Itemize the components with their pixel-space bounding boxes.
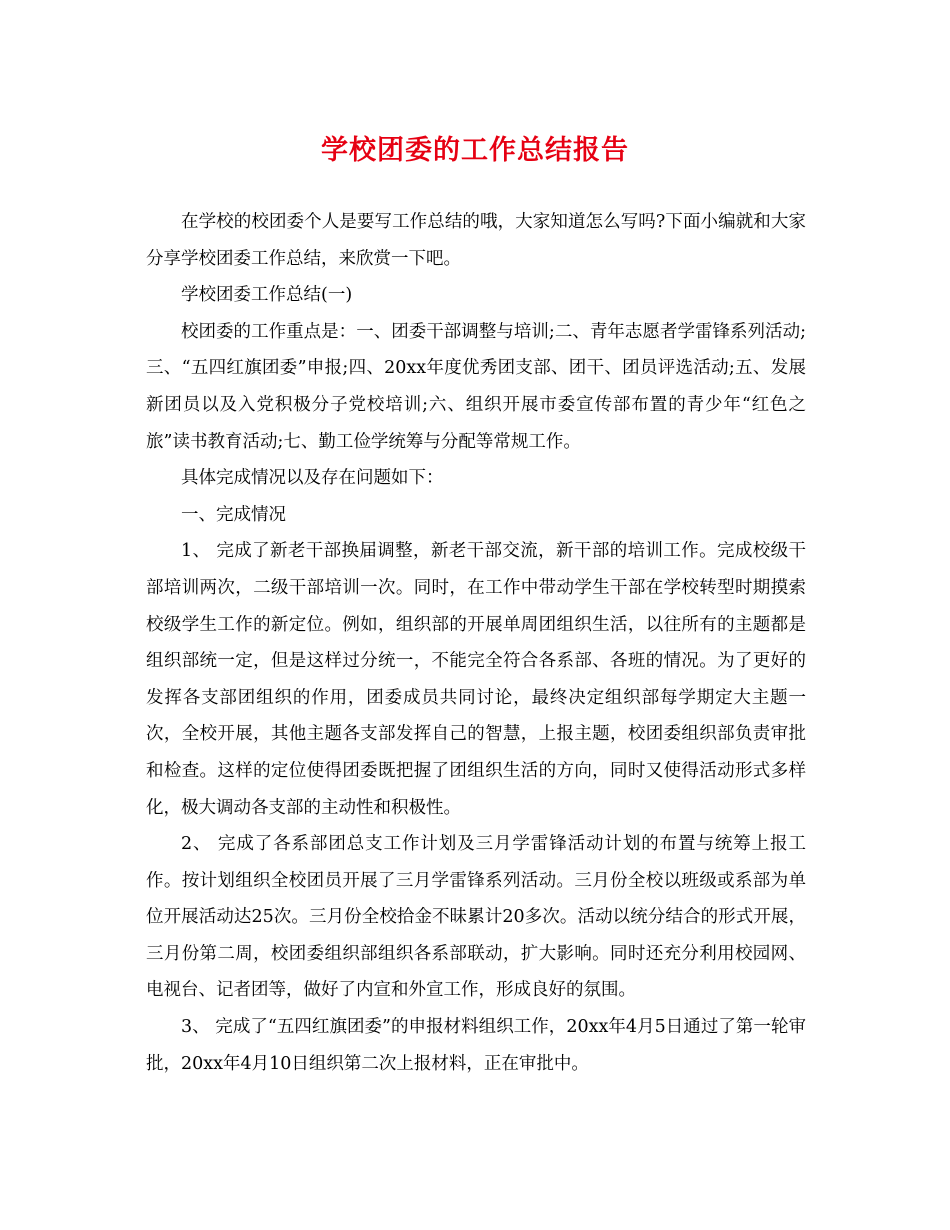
paragraph-item-1: 1、 完成了新老干部换届调整，新老干部交流，新干部的培训工作。完成校级干部培训两次，二级干部培训一次。同时，在工作中带动学生干部在学校转型时期摸索校级学生工作的新定位。例如，组织部的开展单周团组织生活，以往所有的主题都是组织部统一定，但是这样过分统一，不能完全符合各系部、各班的情况。为了更好的发挥各支部团组织的作用，团委成员共同讨论，最终决定组织部每学期定大主题一次，全校开展，其他主题各支部发挥自己的智慧，上报主题，校团委组织部负责审批和检查。这样的定位使得团委既把握了团组织生活的方向，同时又使得活动形式多样化，极大调动各支部的主动性和积极性。 [146,541,806,818]
paragraph-item-2: 2、 完成了各系部团总支工作计划及三月学雷锋活动计划的布置与统筹上报工作。按计划组织全校团员开展了三月学雷锋系列活动。三月份全校以班级或系部为单位开展活动达25次。三月份全校拾金不昧累计20多次。活动以统分结合的形式开展，三月份第二周，校团委组织部组织各系部联动，扩大影响。同时还充分利用校园网、电视台、记者团等，做好了内宣和外宣工作，形成良好的氛围。 [146,834,806,1001]
paragraph-item-3: 3、 完成了“五四红旗团委”的申报材料组织工作，20xx年4月5日通过了第一轮审批，20xx年4月10日组织第二次上报材料，正在审批中。 [146,1017,806,1074]
section-heading-completion: 一、完成情况 [181,504,286,525]
document-title: 学校团委的工作总结报告 [321,135,629,166]
paragraph-details-lead: 具体完成情况以及存在问题如下： [181,468,444,489]
paragraph-work-focus: 校团委的工作重点是：一、团委干部调整与培训;二、青年志愿者学雷锋系列活动;三、“五四红旗团委”申报;四、20xx年度优秀团支部、团干、团员评选活动;五、发展新团员以及入党积极分子党校培训;六、组织开展市委宣传部布置的青少年“红色之旅”读书教育活动;七、勤工俭学统筹与分配等常规工作。 [146,321,806,452]
document-body [146,204,806,1082]
section-heading-summary-1: 学校团委工作总结(一) [181,285,353,306]
paragraph-intro: 在学校的校团委个人是要写工作总结的哦，大家知道怎么写吗?下面小编就和大家分享学校团委工作总结，来欣赏一下吧。 [146,212,806,269]
